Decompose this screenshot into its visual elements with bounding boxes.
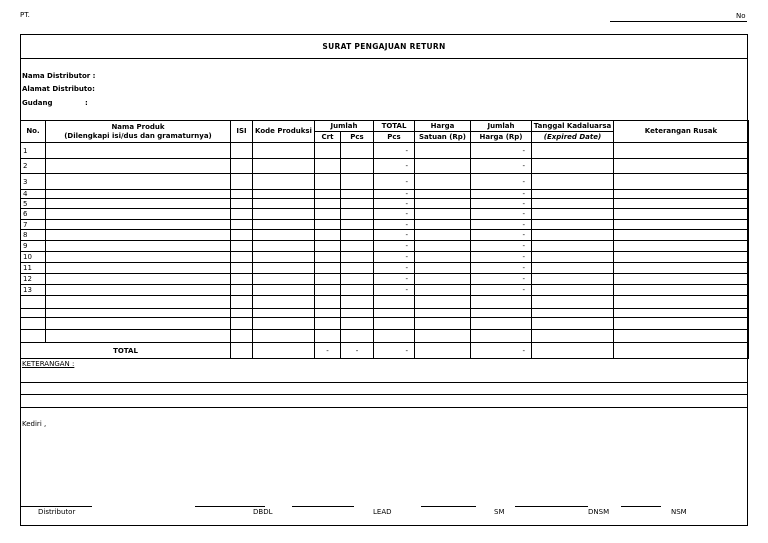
crt-cell[interactable] xyxy=(315,274,341,285)
total-pcs-cell: - xyxy=(374,159,415,174)
pcs-cell[interactable] xyxy=(341,220,374,230)
isi-cell[interactable] xyxy=(231,199,253,209)
crt-cell[interactable] xyxy=(315,209,341,220)
total-pcs-cell: - xyxy=(374,190,415,199)
unit-price-cell[interactable] xyxy=(415,252,471,263)
product-name-cell[interactable] xyxy=(46,199,231,209)
column-header-product xyxy=(46,121,231,143)
pcs-cell[interactable] xyxy=(341,209,374,220)
isi-cell[interactable] xyxy=(231,209,253,220)
damage-note-cell[interactable] xyxy=(614,274,749,285)
pcs-cell[interactable] xyxy=(341,263,374,274)
table-row xyxy=(21,199,749,209)
pcs-cell[interactable] xyxy=(341,143,374,159)
amount-cell: - xyxy=(471,143,532,159)
total-pcs-cell: - xyxy=(374,285,415,296)
total-pcs-cell: - xyxy=(374,220,415,230)
row-number: 6 xyxy=(21,209,46,220)
number-line xyxy=(610,21,747,22)
expiry-cell[interactable] xyxy=(532,330,614,343)
product-name-cell[interactable] xyxy=(46,263,231,274)
expiry-cell[interactable] xyxy=(532,143,614,159)
total-amount: - xyxy=(471,343,532,359)
production-code-cell[interactable] xyxy=(253,285,315,296)
signature-dnsm: DNSM xyxy=(588,508,610,516)
signature-lead: LEAD xyxy=(373,508,392,516)
product-name-cell[interactable] xyxy=(46,296,231,309)
row-number: 12 xyxy=(21,274,46,285)
signature-line-distributor xyxy=(20,506,92,507)
expiry-cell[interactable] xyxy=(532,190,614,199)
damage-note-cell[interactable] xyxy=(614,159,749,174)
expiry-cell[interactable] xyxy=(532,159,614,174)
damage-note-cell[interactable] xyxy=(614,263,749,274)
signature-line-dbdl xyxy=(195,506,265,507)
signature-line-sm xyxy=(421,506,476,507)
column-header-quantity: Jumlah xyxy=(315,121,374,132)
product-header-title: Nama Produk xyxy=(111,122,165,131)
total-pcs-cell: - xyxy=(374,263,415,274)
product-name-cell[interactable] xyxy=(46,159,231,174)
expiry-cell[interactable] xyxy=(532,263,614,274)
crt-cell[interactable] xyxy=(315,230,341,241)
column-header-expiry: Tanggal Kadaluarsa xyxy=(532,121,614,132)
row-number: 13 xyxy=(21,285,46,296)
total-total-pcs: - xyxy=(374,343,415,359)
isi-cell[interactable] xyxy=(231,252,253,263)
amount-cell: - xyxy=(471,230,532,241)
total-pcs-cell: - xyxy=(374,143,415,159)
damage-note-cell[interactable] xyxy=(614,209,749,220)
row-number: 8 xyxy=(21,230,46,241)
expiry-cell[interactable] xyxy=(532,309,614,318)
crt-cell[interactable] xyxy=(315,330,341,343)
notes-line-2 xyxy=(20,394,748,395)
isi-cell[interactable] xyxy=(231,274,253,285)
unit-price-cell[interactable] xyxy=(415,274,471,285)
signature-line-dnsm xyxy=(515,506,588,507)
column-header-unit-price: Satuan (Rp) xyxy=(415,132,471,143)
signature-nsm: NSM xyxy=(671,508,687,516)
expiry-cell[interactable] xyxy=(532,241,614,252)
crt-cell[interactable] xyxy=(315,199,341,209)
expiry-cell[interactable] xyxy=(532,252,614,263)
expiry-cell[interactable] xyxy=(532,230,614,241)
amount-cell: - xyxy=(471,220,532,230)
expiry-cell[interactable] xyxy=(532,318,614,330)
amount-cell: - xyxy=(471,285,532,296)
pcs-cell[interactable] xyxy=(341,190,374,199)
amount-cell xyxy=(471,296,532,309)
expiry-cell[interactable] xyxy=(532,296,614,309)
row-number: 10 xyxy=(21,252,46,263)
row-number xyxy=(21,296,46,309)
pcs-cell[interactable] xyxy=(341,241,374,252)
unit-price-cell[interactable] xyxy=(415,296,471,309)
table-row xyxy=(21,209,749,220)
column-header-crt: Crt xyxy=(315,132,341,143)
amount-cell: - xyxy=(471,159,532,174)
product-name-cell[interactable] xyxy=(46,285,231,296)
production-code-cell[interactable] xyxy=(253,263,315,274)
table-row xyxy=(21,159,749,174)
crt-cell[interactable] xyxy=(315,143,341,159)
amount-cell: - xyxy=(471,199,532,209)
expiry-cell[interactable] xyxy=(532,199,614,209)
product-name-cell[interactable] xyxy=(46,309,231,318)
crt-cell[interactable] xyxy=(315,241,341,252)
unit-price-cell[interactable] xyxy=(415,309,471,318)
table-row xyxy=(21,285,749,296)
isi-cell[interactable] xyxy=(231,296,253,309)
damage-note-cell[interactable] xyxy=(614,230,749,241)
damage-note-cell[interactable] xyxy=(614,330,749,343)
amount-cell: - xyxy=(471,174,532,190)
unit-price-cell[interactable] xyxy=(415,199,471,209)
crt-cell[interactable] xyxy=(315,159,341,174)
signature-line-lead xyxy=(292,506,354,507)
column-header-production-code: Kode Produksi xyxy=(253,121,315,143)
column-header-price: Harga xyxy=(415,121,471,132)
product-name-cell[interactable] xyxy=(46,241,231,252)
column-header-no: No. xyxy=(21,121,46,143)
row-number xyxy=(21,330,46,343)
notes-label: KETERANGAN : xyxy=(22,360,75,368)
production-code-cell[interactable] xyxy=(253,296,315,309)
row-number: 9 xyxy=(21,241,46,252)
unit-price-cell[interactable] xyxy=(415,330,471,343)
production-code-cell[interactable] xyxy=(253,159,315,174)
total-cell-expiry[interactable] xyxy=(532,343,614,359)
product-name-cell[interactable] xyxy=(46,143,231,159)
table-row xyxy=(21,330,749,343)
unit-price-cell[interactable] xyxy=(415,263,471,274)
pcs-cell[interactable] xyxy=(341,199,374,209)
pcs-cell[interactable] xyxy=(341,274,374,285)
amount-cell xyxy=(471,318,532,330)
amount-cell xyxy=(471,309,532,318)
unit-price-cell[interactable] xyxy=(415,318,471,330)
total-pcs: - xyxy=(341,343,374,359)
isi-cell[interactable] xyxy=(231,241,253,252)
table-row xyxy=(21,309,749,318)
crt-cell[interactable] xyxy=(315,174,341,190)
unit-price-cell[interactable] xyxy=(415,230,471,241)
signature-line-nsm xyxy=(621,506,661,507)
crt-cell[interactable] xyxy=(315,309,341,318)
column-header-price-amount: Harga (Rp) xyxy=(471,132,532,143)
pcs-cell[interactable] xyxy=(341,285,374,296)
column-header-expired-date: (Expired Date) xyxy=(532,132,614,143)
total-cell-code[interactable] xyxy=(253,343,315,359)
damage-note-cell[interactable] xyxy=(614,285,749,296)
damage-note-cell[interactable] xyxy=(614,309,749,318)
row-number: 7 xyxy=(21,220,46,230)
expiry-cell[interactable] xyxy=(532,274,614,285)
crt-cell[interactable] xyxy=(315,263,341,274)
warehouse-colon: : xyxy=(85,99,88,107)
product-name-cell[interactable] xyxy=(46,174,231,190)
damage-note-cell[interactable] xyxy=(614,199,749,209)
table-row xyxy=(21,190,749,199)
warehouse-label: Gudang xyxy=(22,99,53,107)
production-code-cell[interactable] xyxy=(253,220,315,230)
total-pcs-cell: - xyxy=(374,252,415,263)
total-pcs-cell: - xyxy=(374,209,415,220)
isi-cell[interactable] xyxy=(231,174,253,190)
table-row xyxy=(21,274,749,285)
damage-note-cell[interactable] xyxy=(614,296,749,309)
column-header-total: TOTAL xyxy=(374,121,415,132)
total-pcs-cell xyxy=(374,309,415,318)
product-name-cell[interactable] xyxy=(46,252,231,263)
isi-cell[interactable] xyxy=(231,309,253,318)
amount-cell: - xyxy=(471,190,532,199)
product-name-cell[interactable] xyxy=(46,274,231,285)
total-crt: - xyxy=(315,343,341,359)
isi-cell[interactable] xyxy=(231,285,253,296)
return-items-table xyxy=(20,120,749,359)
damage-note-cell[interactable] xyxy=(614,318,749,330)
row-number: 1 xyxy=(21,143,46,159)
amount-cell: - xyxy=(471,263,532,274)
total-cell-isi[interactable] xyxy=(231,343,253,359)
production-code-cell[interactable] xyxy=(253,274,315,285)
amount-cell xyxy=(471,330,532,343)
form-title: SURAT PENGAJUAN RETURN xyxy=(20,34,748,59)
signature-dbdl: DBDL xyxy=(253,508,273,516)
notes-line-3 xyxy=(20,407,748,408)
production-code-cell[interactable] xyxy=(253,190,315,199)
damage-note-cell[interactable] xyxy=(614,143,749,159)
product-name-cell[interactable] xyxy=(46,318,231,330)
number-label: No xyxy=(736,12,746,20)
total-pcs-cell xyxy=(374,318,415,330)
pcs-cell[interactable] xyxy=(341,252,374,263)
total-label: TOTAL xyxy=(21,343,231,359)
product-name-cell[interactable] xyxy=(46,330,231,343)
table-row xyxy=(21,296,749,309)
isi-cell[interactable] xyxy=(231,318,253,330)
isi-cell[interactable] xyxy=(231,220,253,230)
total-pcs-cell: - xyxy=(374,230,415,241)
table-row xyxy=(21,143,749,159)
damage-note-cell[interactable] xyxy=(614,190,749,199)
column-header-amount: Jumlah xyxy=(471,121,532,132)
place-date-label: Kediri , xyxy=(22,420,47,428)
pcs-cell[interactable] xyxy=(341,174,374,190)
unit-price-cell[interactable] xyxy=(415,220,471,230)
unit-price-cell[interactable] xyxy=(415,241,471,252)
table-row xyxy=(21,252,749,263)
crt-cell[interactable] xyxy=(315,220,341,230)
amount-cell: - xyxy=(471,209,532,220)
production-code-cell[interactable] xyxy=(253,199,315,209)
table-row xyxy=(21,174,749,190)
signature-sm: SM xyxy=(494,508,505,516)
table-row xyxy=(21,220,749,230)
crt-cell[interactable] xyxy=(315,190,341,199)
crt-cell[interactable] xyxy=(315,318,341,330)
total-row xyxy=(21,343,749,359)
total-pcs-cell xyxy=(374,330,415,343)
table-row xyxy=(21,241,749,252)
crt-cell[interactable] xyxy=(315,296,341,309)
damage-note-cell[interactable] xyxy=(614,220,749,230)
damage-note-cell[interactable] xyxy=(614,252,749,263)
unit-price-cell[interactable] xyxy=(415,190,471,199)
production-code-cell[interactable] xyxy=(253,174,315,190)
production-code-cell[interactable] xyxy=(253,143,315,159)
amount-cell: - xyxy=(471,274,532,285)
production-code-cell[interactable] xyxy=(253,252,315,263)
crt-cell[interactable] xyxy=(315,285,341,296)
row-number: 4 xyxy=(21,190,46,199)
production-code-cell[interactable] xyxy=(253,318,315,330)
row-number: 2 xyxy=(21,159,46,174)
isi-cell[interactable] xyxy=(231,230,253,241)
production-code-cell[interactable] xyxy=(253,330,315,343)
column-header-isi: ISI xyxy=(231,121,253,143)
damage-note-cell[interactable] xyxy=(614,174,749,190)
expiry-cell[interactable] xyxy=(532,174,614,190)
total-cell-note[interactable] xyxy=(614,343,749,359)
column-header-pcs: Pcs xyxy=(341,132,374,143)
table-row xyxy=(21,318,749,330)
production-code-cell[interactable] xyxy=(253,209,315,220)
isi-cell[interactable] xyxy=(231,330,253,343)
unit-price-cell[interactable] xyxy=(415,174,471,190)
pcs-cell[interactable] xyxy=(341,159,374,174)
total-pcs-cell: - xyxy=(374,241,415,252)
distributor-address-label: Alamat Distributo: xyxy=(22,85,95,93)
total-cell-price[interactable] xyxy=(415,343,471,359)
product-header-subtitle: (Dilengkapi isi/dus dan gramaturnya) xyxy=(64,131,212,140)
company-label: PT. xyxy=(20,11,30,19)
pcs-cell[interactable] xyxy=(341,296,374,309)
product-name-cell[interactable] xyxy=(46,209,231,220)
isi-cell[interactable] xyxy=(231,159,253,174)
pcs-cell[interactable] xyxy=(341,309,374,318)
total-pcs-cell xyxy=(374,296,415,309)
damage-note-cell[interactable] xyxy=(614,241,749,252)
isi-cell[interactable] xyxy=(231,190,253,199)
isi-cell[interactable] xyxy=(231,263,253,274)
row-number xyxy=(21,318,46,330)
row-number xyxy=(21,309,46,318)
expiry-cell[interactable] xyxy=(532,285,614,296)
production-code-cell[interactable] xyxy=(253,309,315,318)
production-code-cell[interactable] xyxy=(253,241,315,252)
pcs-cell[interactable] xyxy=(341,230,374,241)
product-name-cell[interactable] xyxy=(46,190,231,199)
unit-price-cell[interactable] xyxy=(415,285,471,296)
column-header-total-pcs: Pcs xyxy=(374,132,415,143)
pcs-cell[interactable] xyxy=(341,330,374,343)
isi-cell[interactable] xyxy=(231,143,253,159)
pcs-cell[interactable] xyxy=(341,318,374,330)
product-name-cell[interactable] xyxy=(46,230,231,241)
row-number: 3 xyxy=(21,174,46,190)
column-header-damage-note: Keterangan Rusak xyxy=(614,121,749,143)
crt-cell[interactable] xyxy=(315,252,341,263)
table-row xyxy=(21,263,749,274)
unit-price-cell[interactable] xyxy=(415,159,471,174)
signature-distributor: Distributor xyxy=(38,508,76,516)
unit-price-cell[interactable] xyxy=(415,209,471,220)
expiry-cell[interactable] xyxy=(532,220,614,230)
table-row xyxy=(21,230,749,241)
total-pcs-cell: - xyxy=(374,174,415,190)
distributor-name-label: Nama Distributor : xyxy=(22,72,96,80)
amount-cell: - xyxy=(471,252,532,263)
total-pcs-cell: - xyxy=(374,199,415,209)
row-number: 11 xyxy=(21,263,46,274)
production-code-cell[interactable] xyxy=(253,230,315,241)
notes-line-1 xyxy=(20,382,748,383)
amount-cell: - xyxy=(471,241,532,252)
product-name-cell[interactable] xyxy=(46,220,231,230)
expiry-cell[interactable] xyxy=(532,209,614,220)
unit-price-cell[interactable] xyxy=(415,143,471,159)
row-number: 5 xyxy=(21,199,46,209)
total-pcs-cell: - xyxy=(374,274,415,285)
